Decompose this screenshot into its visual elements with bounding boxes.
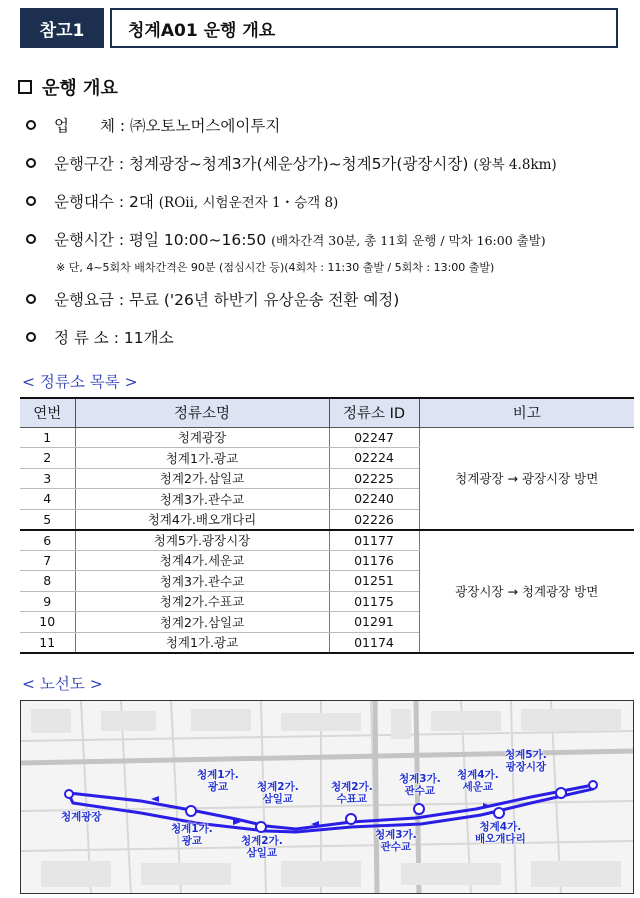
- stop-id: 01176: [329, 550, 419, 571]
- operator-label: 업 체 :: [54, 117, 126, 135]
- section-title-text: 운행 개요: [42, 78, 118, 99]
- fare-label: 운행요금 :: [54, 291, 125, 309]
- arrow-left-icon: [151, 796, 159, 802]
- stop-name: 청계5가.광장시장: [75, 530, 329, 551]
- stop-no: 11: [20, 632, 75, 653]
- stop-name: 청계4가.세운교: [75, 550, 329, 571]
- col-header-id: 정류소 ID: [329, 398, 419, 427]
- stop-name: 청계4가.배오개다리: [75, 509, 329, 530]
- stops-row: [26, 326, 174, 348]
- map-label-seungyo: 청계4가. 세운교: [457, 769, 499, 793]
- circle-bullet-icon: [26, 234, 36, 244]
- map-label-gwanggyo-south: 청계1가. 광교: [171, 823, 213, 847]
- route-distance: (왕복 4.8km): [473, 157, 557, 173]
- stop-marker: [556, 788, 566, 798]
- section-title: [18, 74, 118, 100]
- stop-name: 청계3가.관수교: [75, 571, 329, 592]
- map-label-gwansugyo-north: 청계3가. 관수교: [399, 773, 441, 797]
- col-header-note: 비고: [419, 398, 634, 427]
- stop-table: [20, 397, 634, 654]
- stop-id: 01177: [329, 530, 419, 551]
- direction-note: 광장시장 → 청계광장 방면: [419, 530, 634, 653]
- stop-list-title: < 정류소 목록 >: [22, 373, 138, 391]
- circle-bullet-icon: [26, 158, 36, 168]
- stop-name: 청계2가.삼일교: [75, 468, 329, 489]
- stop-name: 청계3가.관수교: [75, 489, 329, 510]
- page-title: 청계A01 운행 개요: [110, 8, 618, 48]
- stop-name: 청계광장: [75, 427, 329, 448]
- stop-id: 02240: [329, 489, 419, 510]
- reference-tag: 참고1: [20, 8, 104, 48]
- map-label-supyogyo: 청계2가. 수표교: [331, 781, 373, 805]
- circle-bullet-icon: [26, 120, 36, 130]
- operator-value: ㈜오토노머스에이투지: [130, 117, 281, 135]
- route-label: 운행구간 :: [54, 155, 125, 173]
- hours-detail: (배차간격 30분, 총 11회 운행 / 막차 16:00 출발): [271, 233, 546, 248]
- stop-no: 6: [20, 530, 75, 551]
- stop-id: 02226: [329, 509, 419, 530]
- stop-id: 01175: [329, 591, 419, 612]
- map-label-gwanggyo-north: 청계1가. 광교: [197, 769, 239, 793]
- fare-row: [26, 288, 399, 310]
- vehicles-row: [26, 190, 338, 212]
- hours-label: 운행시간 :: [54, 231, 125, 249]
- operator-row: [26, 114, 280, 136]
- table-row: [20, 427, 634, 448]
- map-label-cheonggye-plaza: 청계광장: [61, 811, 102, 823]
- map-label-baeogae: 청계4가. 배오개다리: [475, 821, 526, 845]
- stop-no: 9: [20, 591, 75, 612]
- map-label-samilgyo-north: 청계2가. 삼일교: [257, 781, 299, 805]
- stop-id: 01174: [329, 632, 419, 653]
- stop-marker: [256, 822, 266, 832]
- map-label-gwansugyo-south: 청계3가. 관수교: [375, 829, 417, 853]
- vehicles-value: 2대: [128, 193, 154, 211]
- route-map: [20, 700, 634, 894]
- fare-value: 무료 ('26년 하반기 유상운송 전환 예정): [128, 291, 400, 309]
- stop-name: 청계2가.삼일교: [75, 612, 329, 633]
- circle-bullet-icon: [26, 332, 36, 342]
- route-map-title: < 노선도 >: [22, 675, 103, 693]
- map-label-samilgyo-south: 청계2가. 삼일교: [241, 835, 283, 859]
- map-label-gwangjang-market: 청계5가. 광장시장: [505, 749, 547, 773]
- stop-name: 청계1가.광교: [75, 632, 329, 653]
- stop-name: 청계2가.수표교: [75, 591, 329, 612]
- stops-label: 정 류 소 :: [54, 329, 119, 347]
- page-header: [20, 8, 618, 48]
- stop-marker: [494, 808, 504, 818]
- col-header-name: 정류소명: [75, 398, 329, 427]
- stop-marker: [186, 806, 196, 816]
- stop-no: 2: [20, 448, 75, 469]
- stop-id: 02247: [329, 427, 419, 448]
- route-value: 청계광장~청계3가(세운상가)~청계5가(광장시장): [128, 155, 469, 173]
- stop-no: 8: [20, 571, 75, 592]
- route-map-svg: [21, 701, 634, 894]
- stop-id: 02225: [329, 468, 419, 489]
- stop-marker: [589, 781, 597, 789]
- stop-no: 4: [20, 489, 75, 510]
- vehicles-label: 운행대수 :: [54, 193, 125, 211]
- stop-no: 10: [20, 612, 75, 633]
- stop-marker: [65, 790, 73, 798]
- stop-marker: [346, 814, 356, 824]
- table-header-row: [20, 398, 634, 427]
- stop-marker: [414, 804, 424, 814]
- stop-no: 7: [20, 550, 75, 571]
- checkbox-square-icon: [18, 80, 32, 94]
- hours-note: ※ 단, 4~5회차 배차간격은 90분 (점심시간 등)(4회차 : 11:30 출발 / 5회차 : 13:00 출발): [56, 261, 495, 274]
- route-row: [26, 152, 557, 174]
- stop-name: 청계1가.광교: [75, 448, 329, 469]
- stop-id: 01251: [329, 571, 419, 592]
- circle-bullet-icon: [26, 294, 36, 304]
- circle-bullet-icon: [26, 196, 36, 206]
- direction-note: 청계광장 → 광장시장 방면: [419, 427, 634, 530]
- table-row: [20, 530, 634, 551]
- vehicles-detail: (ROii, 시험운전자 1・승객 8): [158, 195, 339, 211]
- col-header-no: 연번: [20, 398, 75, 427]
- stop-id: 02224: [329, 448, 419, 469]
- hours-row: [26, 228, 546, 250]
- stop-no: 5: [20, 509, 75, 530]
- stop-no: 3: [20, 468, 75, 489]
- hours-value: 평일 10:00~16:50: [128, 231, 267, 249]
- stop-no: 1: [20, 427, 75, 448]
- stops-value: 11개소: [123, 329, 174, 347]
- stop-id: 01291: [329, 612, 419, 633]
